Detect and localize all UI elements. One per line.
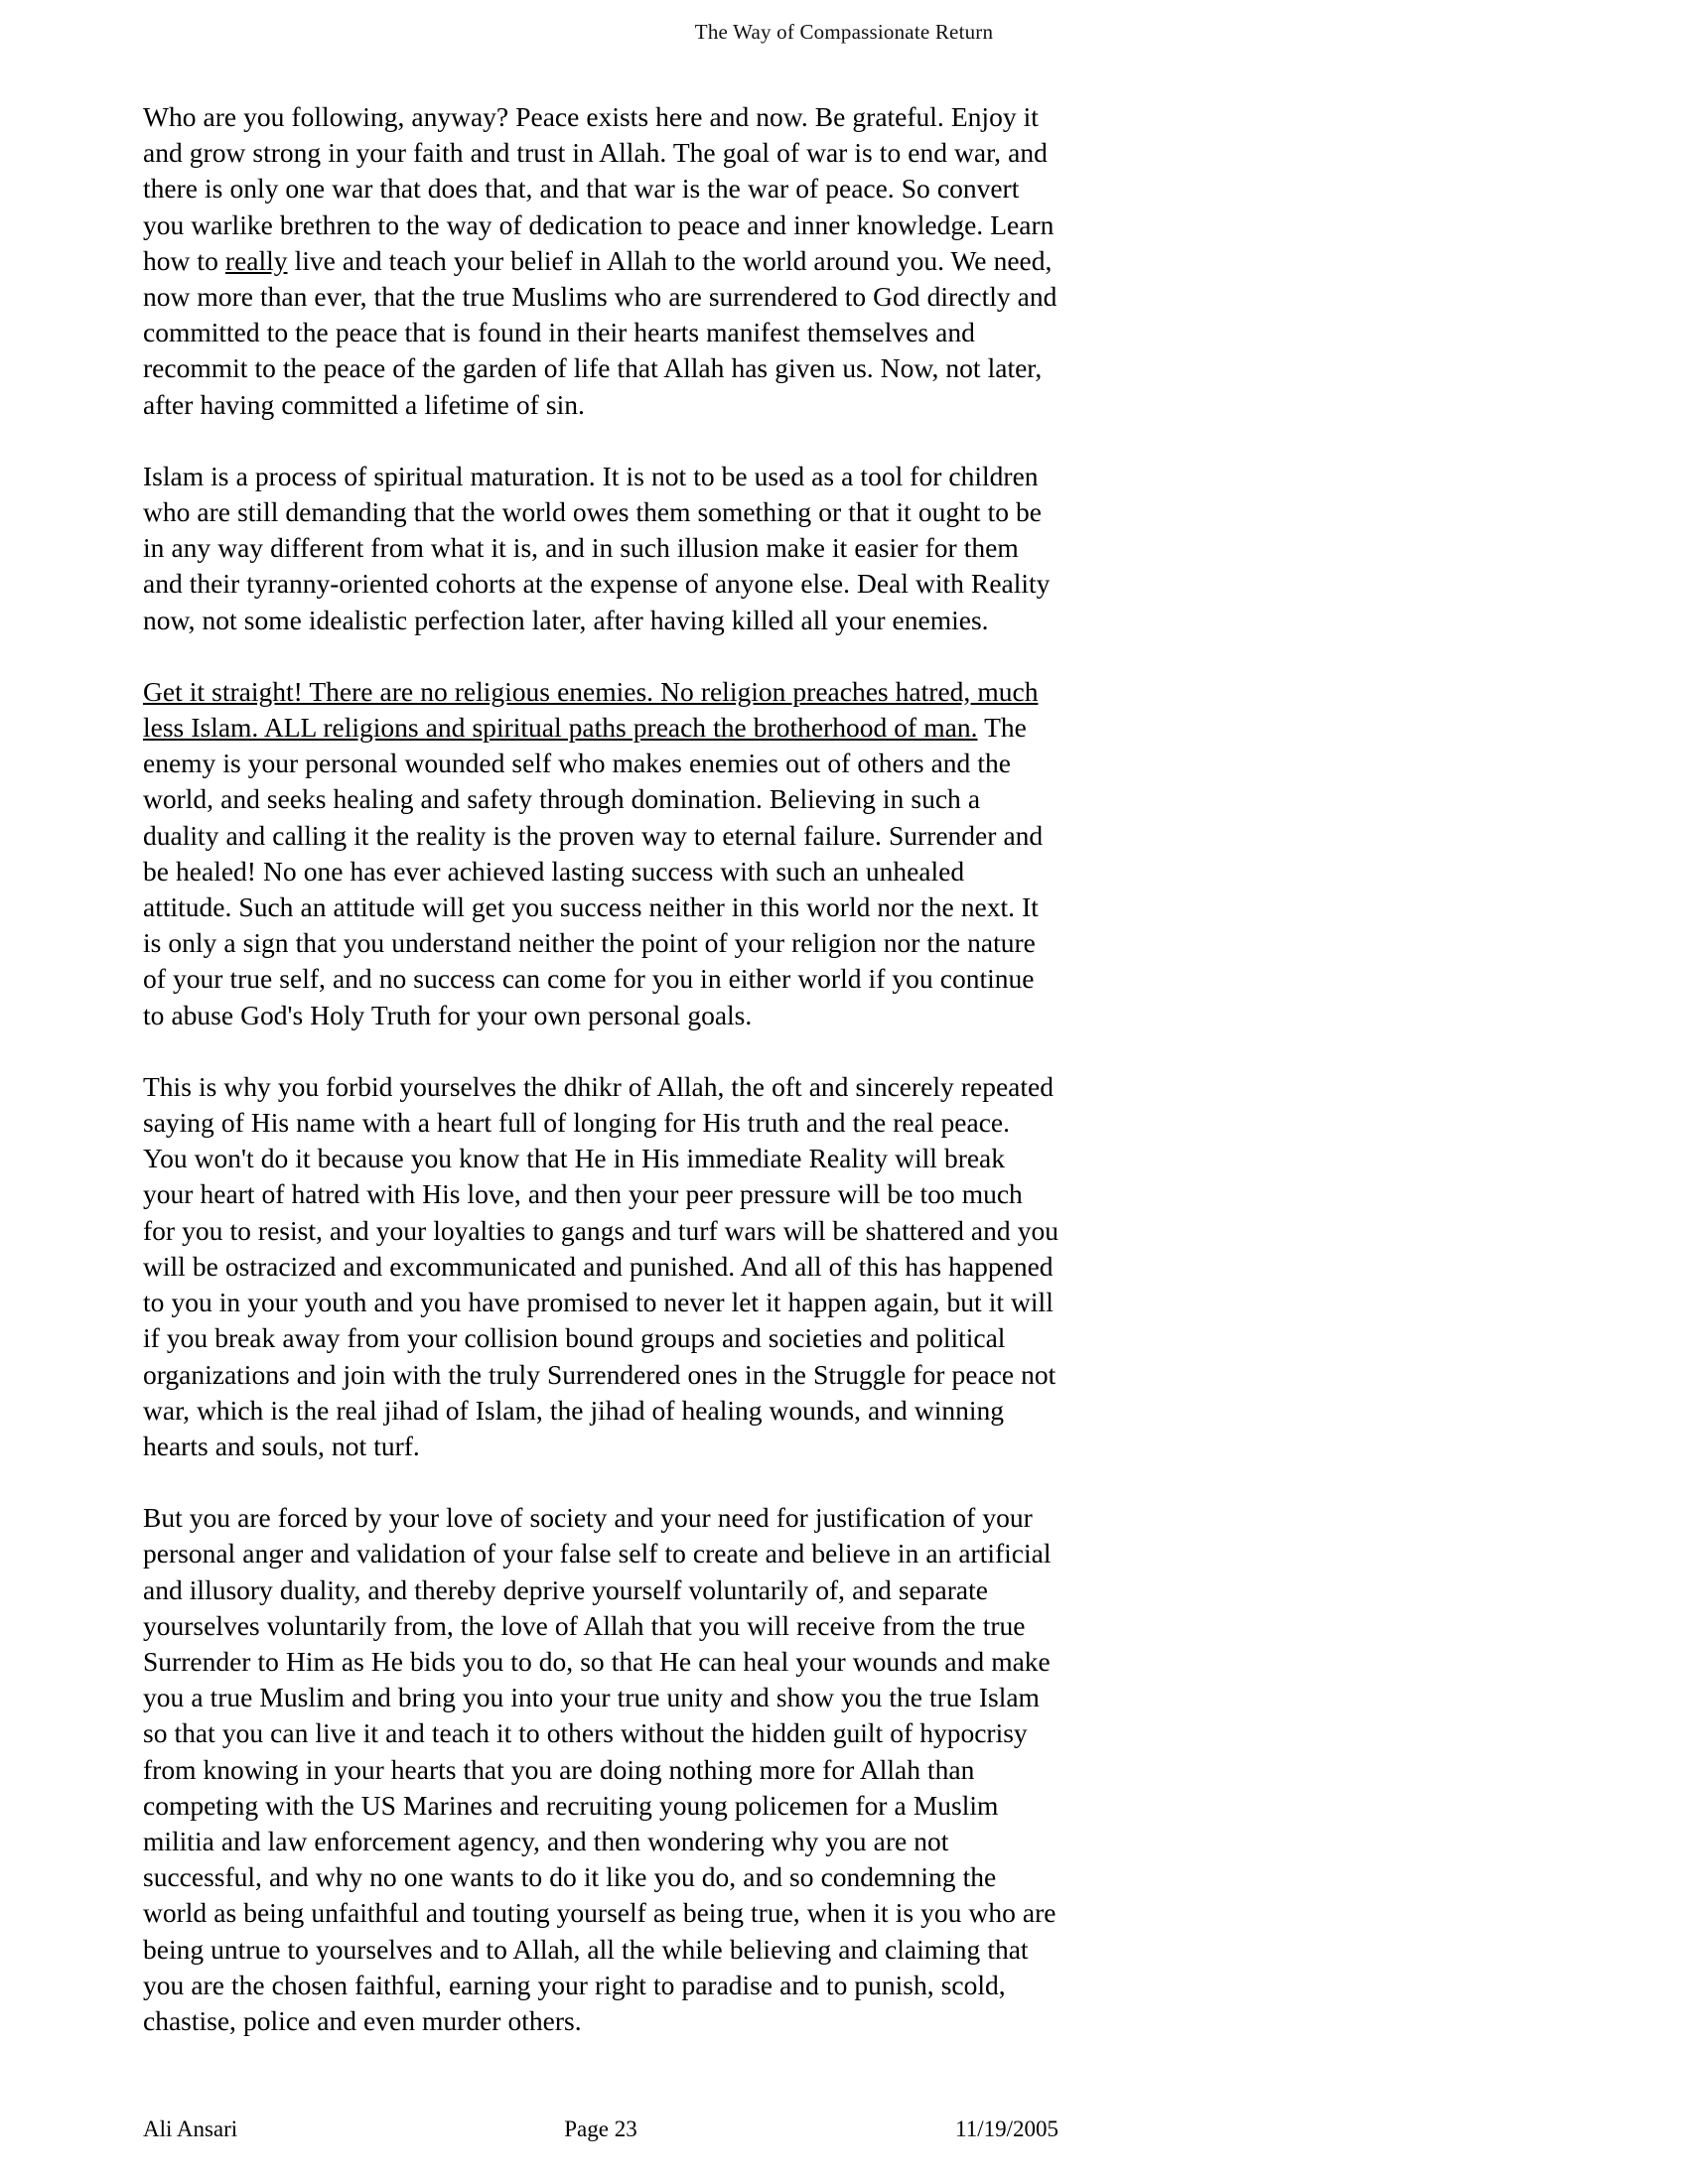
body-text: Islam is a process of spiritual maturation. It is not to be used as a tool for children who are still demanding that the world owes them something or that it ought to be in any way different from what it is, and in such illusion make it easier for them and their tyranny-oriented cohorts at the expense of anyone else. Deal with Reality now, not some idealistic perfection later, after having killed all your enemies.: [143, 460, 1051, 635]
emphasized-text: really: [224, 244, 288, 276]
paragraph: [143, 674, 1058, 1033]
body-text: This is why you forbid yourselves the dhikr of Allah, the oft and sincerely repeated saying of His name with a heart full of longing for His truth and the real peace. You won't do it because you know that He in His immediate Reality will break your heart of hatred with His love, and then your peer pressure will be too much for you to resist, and your loyalties to gangs and turf wars will be shattered and you will be ostracized and excommunicated and punished. And all of this has happened to you in your youth and you have promised to never let it happen again, but it will if you break away from your collision bound groups and societies and political organizations and join with the truly Surrendered ones in the Struggle for peace not war, which is the real jihad of Islam, the jihad of healing wounds, and winning hearts and souls, not turf.: [143, 1070, 1058, 1461]
body-text: The enemy is your personal wounded self who makes enemies out of others and the world, and seeks healing and safety through domination. Believing in such a duality and calling it the reality is the proven way to eternal failure. Surrender and be healed! No one has ever achieved lasting success with such an unhealed attitude. Such an attitude will get you success neither in this world nor the next. It is only a sign that you understand neither the point of your religion nor the nature of your true self, and no success can come for you in either world if you continue to abuse God's Holy Truth for your own personal goals.: [143, 712, 1044, 1030]
paragraph: [143, 1500, 1058, 2039]
footer-date: 11/19/2005: [955, 2116, 1058, 2141]
paragraph: [143, 459, 1058, 638]
paragraph: [143, 1069, 1058, 1464]
body-text: Who are you following, anyway? Peace exists here and now. Be grateful. Enjoy it and grow strong in your faith and trust in Allah. The goal of war is to end war, and there is only one war that does that, and that war is the war of peace. So convert you warlike brethren to the way of dedication to peace and inner knowledge. Learn how to: [143, 101, 1055, 276]
running-header-title: The Way of Compassionate Return: [694, 20, 994, 44]
page-footer: [143, 2113, 1058, 2146]
paragraph: [143, 99, 1058, 423]
emphasized-text: Get it straight! There are no religious enemies. No religion preaches hatred, much less Islam. ALL religions and spiritual paths preach the brotherhood of man.: [143, 675, 1039, 744]
footer-page-number: Page 23: [564, 2116, 637, 2141]
body-text: live and teach your belief in Allah to the world around you. We need, now more than ever, that the true Muslims who are surrendered to God directly and committed to the peace that is found in their hearts manifest themselves and recommit to the peace of the garden of life that Allah has given us. Now, not later, after having committed a lifetime of sin.: [143, 244, 1057, 420]
footer-author: Ali Ansari: [143, 2116, 238, 2141]
document-body: [143, 99, 1058, 2039]
body-text: But you are forced by your love of society and your need for justification of your personal anger and validation of your false self to create and believe in an artificial and illusory duality, and thereby deprive yourself voluntarily of, and separate yourselves voluntarily from, the love of Allah that you will receive from the true Surrender to Him as He bids you to do, so that He can heal your wounds and make you a true Muslim and bring you into your true unity and show you the true Islam so that you can live it and teach it to others without the hidden guilt of hypocrisy from knowing in your hearts that you are doing nothing more for Allah than competing with the US Marines and recruiting young policemen for a Muslim militia and law enforcement agency, and then wondering why you are not successful, and why no one wants to do it like you do, and so condemning the world as being unfaithful and touting yourself as being true, when it is you who are being untrue to yourselves and to Allah, all the while believing and claiming that you are the chosen faithful, earning your right to paradise and to punish, scold, chastise, police and even murder others.: [143, 1502, 1056, 2036]
